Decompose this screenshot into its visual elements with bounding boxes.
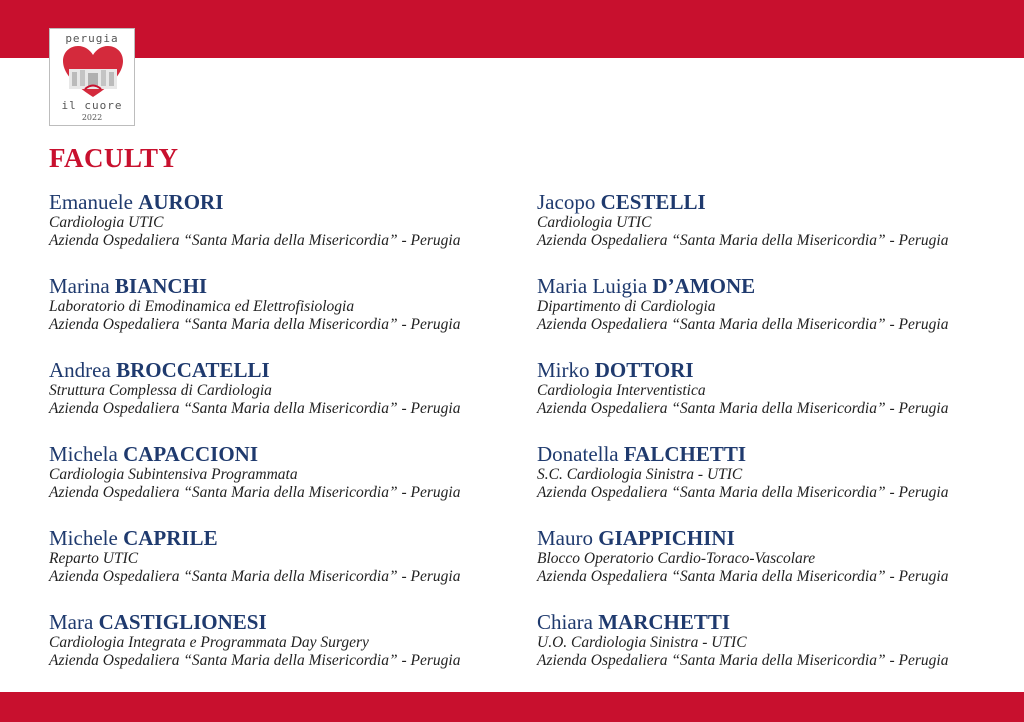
bottom-red-band: [0, 692, 1024, 722]
surname: CESTELLI: [600, 190, 706, 214]
first-name: Emanuele: [49, 190, 133, 214]
faculty-department: S.C. Cardiologia Sinistra - UTIC: [537, 466, 743, 483]
faculty-department: Laboratorio di Emodinamica ed Elettrofisiologia: [49, 298, 355, 315]
faculty-name: [49, 442, 519, 466]
faculty-department: Reparto UTIC: [49, 550, 139, 567]
faculty-entry: [49, 526, 519, 610]
faculty-name: [49, 274, 519, 298]
faculty-organization: Azienda Ospedaliera “Santa Maria della Misericordia” - Perugia: [537, 568, 949, 585]
faculty-entry: [537, 358, 1007, 442]
faculty-department: Cardiologia UTIC: [537, 214, 652, 231]
perugia-il-cuore-logo: [49, 28, 135, 126]
first-name: Mara: [49, 610, 94, 634]
page-title: FACULTY: [49, 143, 179, 173]
surname: GIAPPICHINI: [598, 526, 735, 550]
faculty-department: Cardiologia UTIC: [49, 214, 164, 231]
surname: CAPACCIONI: [123, 442, 259, 466]
faculty-column-left: [49, 190, 519, 694]
faculty-organization: Azienda Ospedaliera “Santa Maria della Misericordia” - Perugia: [49, 232, 461, 249]
surname: AURORI: [138, 190, 224, 214]
faculty-name: [49, 610, 519, 634]
logo-bottom-text: il cuore: [61, 99, 123, 112]
faculty-department: Cardiologia Subintensiva Programmata: [49, 466, 298, 483]
surname: CAPRILE: [123, 526, 218, 550]
faculty-entry: [537, 610, 1007, 694]
logo-year: 2022: [81, 113, 103, 122]
first-name: Mirko: [537, 358, 590, 382]
faculty-column-right: [537, 190, 1007, 694]
faculty-entry: [537, 442, 1007, 526]
faculty-organization: Azienda Ospedaliera “Santa Maria della Misericordia” - Perugia: [537, 232, 949, 249]
surname: FALCHETTI: [623, 442, 747, 466]
surname: CASTIGLIONESI: [98, 610, 267, 634]
surname: D’AMONE: [652, 274, 756, 298]
faculty-name: [49, 190, 519, 214]
faculty-organization: Azienda Ospedaliera “Santa Maria della Misericordia” - Perugia: [49, 400, 461, 417]
faculty-entry: [537, 274, 1007, 358]
faculty-organization: Azienda Ospedaliera “Santa Maria della Misericordia” - Perugia: [49, 652, 461, 669]
faculty-name: [537, 610, 1007, 634]
first-name: Andrea: [49, 358, 111, 382]
faculty-entry: [49, 610, 519, 694]
faculty-department: Struttura Complessa di Cardiologia: [49, 382, 272, 399]
faculty-entry: [49, 442, 519, 526]
faculty-name: [537, 442, 1007, 466]
faculty-entry: [49, 190, 519, 274]
faculty-department: Dipartimento di Cardiologia: [537, 298, 716, 315]
faculty-name: [537, 358, 1007, 382]
faculty-name: [537, 190, 1007, 214]
faculty-entry: [49, 358, 519, 442]
first-name: Donatella: [537, 442, 619, 466]
surname: BIANCHI: [114, 274, 208, 298]
faculty-organization: Azienda Ospedaliera “Santa Maria della Misericordia” - Perugia: [49, 484, 461, 501]
faculty-organization: Azienda Ospedaliera “Santa Maria della Misericordia” - Perugia: [49, 316, 461, 333]
surname: MARCHETTI: [598, 610, 731, 634]
logo-top-text: perugia: [65, 32, 119, 45]
faculty-department: Cardiologia Integrata e Programmata Day Surgery: [49, 634, 369, 651]
faculty-name: [49, 358, 519, 382]
first-name: Chiara: [537, 610, 593, 634]
faculty-department: Cardiologia Interventistica: [537, 382, 706, 399]
heart-icon: [61, 45, 125, 99]
faculty-entry: [537, 190, 1007, 274]
surname: DOTTORI: [594, 358, 694, 382]
first-name: Michela: [49, 442, 118, 466]
faculty-department: Blocco Operatorio Cardio-Toraco-Vascolare: [537, 550, 816, 567]
faculty-organization: Azienda Ospedaliera “Santa Maria della Misericordia” - Perugia: [537, 316, 949, 333]
first-name: Jacopo: [537, 190, 596, 214]
faculty-organization: Azienda Ospedaliera “Santa Maria della Misericordia” - Perugia: [537, 484, 949, 501]
top-red-band: [0, 0, 1024, 58]
first-name: Michele: [49, 526, 118, 550]
first-name: Maria Luigia: [537, 274, 648, 298]
faculty-name: [537, 274, 1007, 298]
surname: BROCCATELLI: [116, 358, 270, 382]
faculty-department: U.O. Cardiologia Sinistra - UTIC: [537, 634, 747, 651]
faculty-organization: Azienda Ospedaliera “Santa Maria della Misericordia” - Perugia: [49, 568, 461, 585]
first-name: Marina: [49, 274, 110, 298]
faculty-organization: Azienda Ospedaliera “Santa Maria della Misericordia” - Perugia: [537, 652, 949, 669]
faculty-entry: [537, 526, 1007, 610]
faculty-name: [537, 526, 1007, 550]
faculty-entry: [49, 274, 519, 358]
faculty-organization: Azienda Ospedaliera “Santa Maria della Misericordia” - Perugia: [537, 400, 949, 417]
faculty-name: [49, 526, 519, 550]
first-name: Mauro: [537, 526, 593, 550]
